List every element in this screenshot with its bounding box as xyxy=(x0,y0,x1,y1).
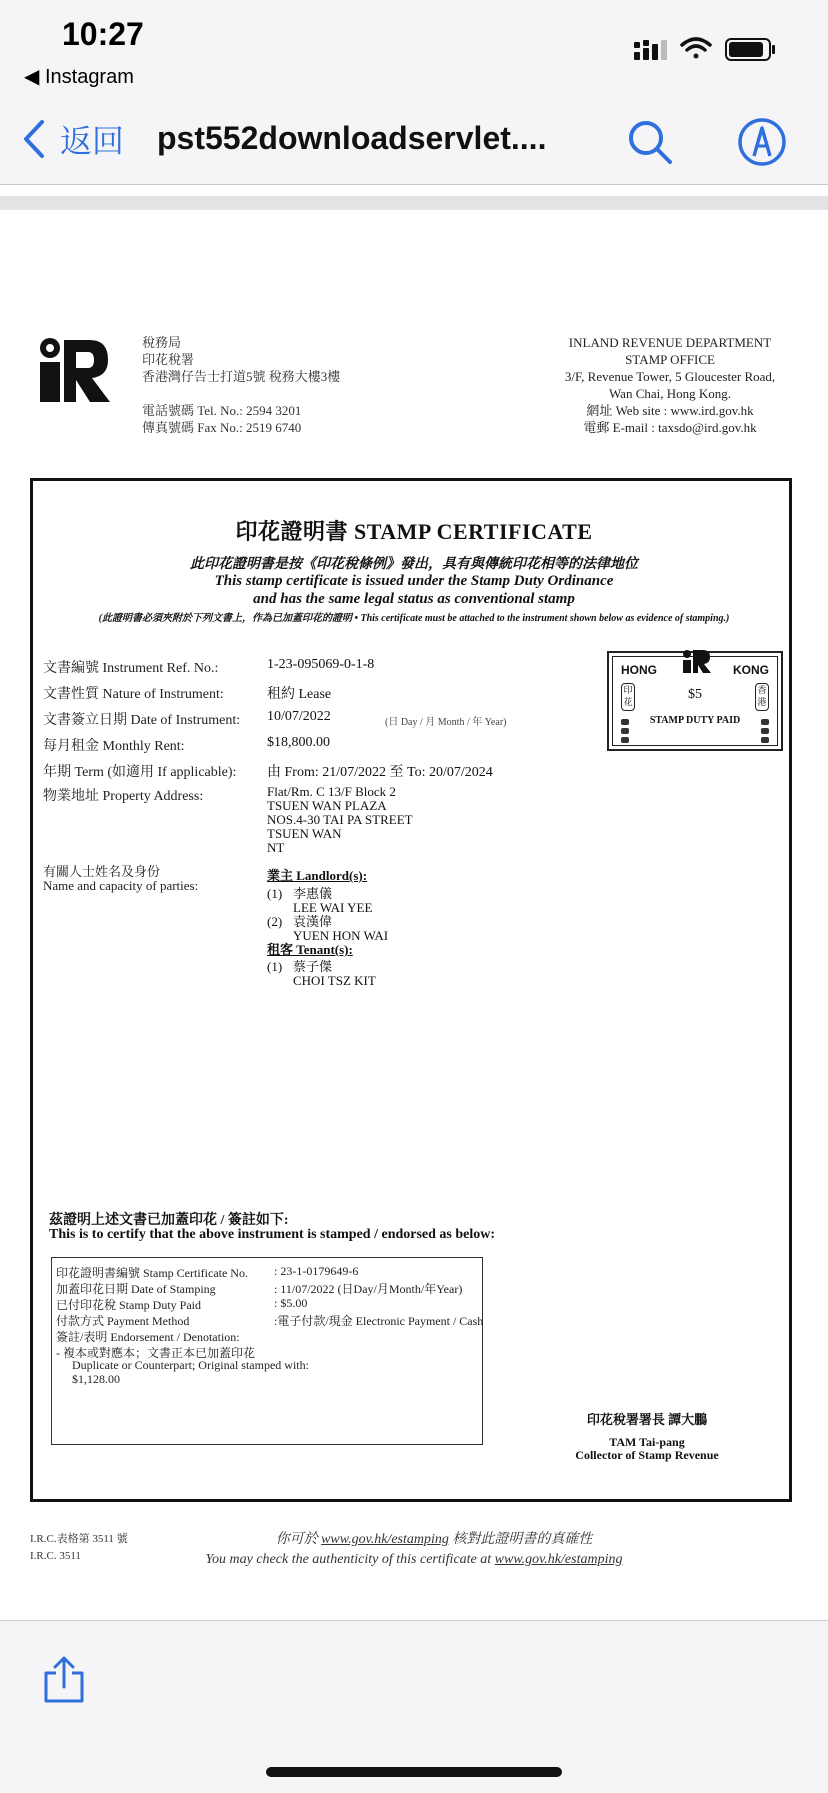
landlord-name-zh: 李惠儀 xyxy=(293,886,333,901)
landlord-item xyxy=(267,887,388,915)
back-button[interactable] xyxy=(22,114,124,164)
wifi-icon xyxy=(682,39,710,59)
term-label: 年期 Term (如適用 If applicable): xyxy=(43,765,237,780)
address-line-5: NT xyxy=(267,840,285,855)
certify-statement-en: This is to certify that the above instrument is stamped / endorsed as below: xyxy=(49,1227,496,1242)
ref-label: 文書編號 Instrument Ref. No.: xyxy=(43,661,219,676)
payment-method-label: 付款方式 Payment Method xyxy=(56,1314,190,1328)
landlord-heading: 業主 Landlord(s): xyxy=(267,868,368,883)
stamping-date-label: 加蓋印花日期 Date of Stamping xyxy=(56,1282,216,1296)
certificate-frame xyxy=(30,478,792,1502)
header-left-line-2: 印花稅署 xyxy=(142,352,195,367)
date-label: 文書簽立日期 Date of Instrument: xyxy=(43,713,241,728)
cellular-signal-icon xyxy=(634,40,667,60)
header-left-line-1: 稅務局 xyxy=(142,335,182,350)
stamp-amount: $5 xyxy=(688,687,702,702)
ird-logo-icon xyxy=(34,336,110,404)
header-left-line-3: 香港灣仔告士打道5號 稅務大樓3樓 xyxy=(142,369,341,384)
header-fax: 傳真號碼 Fax No.: 2519 6740 xyxy=(142,420,302,435)
date-value: 10/07/2022 xyxy=(267,709,331,724)
landlord-name-en: LEE WAI YEE xyxy=(293,900,373,915)
cert-no-value: : 23-1-0179649-6 xyxy=(274,1264,359,1278)
rent-label: 每月租金 Monthly Rent: xyxy=(43,739,185,754)
header-website: 網址 Web site : www.ird.gov.hk xyxy=(586,403,754,418)
header-right xyxy=(520,334,820,436)
document-page xyxy=(0,210,828,1620)
landlord-num: (1) xyxy=(267,886,283,901)
search-icon[interactable] xyxy=(624,116,676,168)
cert-no-label: 印花證明書編號 Stamp Certificate No. xyxy=(56,1266,248,1280)
verify-line-zh xyxy=(40,1528,828,1548)
certificate-subtitle-en-2: and has the same legal status as conventional stamp xyxy=(253,591,575,607)
address-label: 物業地址 Property Address: xyxy=(43,789,204,804)
certificate-subtitle-zh: 此印花證明書是按《印花稅條例》發出，具有與傳統印花相等的法律地位 xyxy=(190,557,638,572)
landlord-name-zh: 袁漢偉 xyxy=(293,914,333,929)
stamp-ird-logo-icon xyxy=(681,649,711,673)
verify-zh-post: 核對此證明書的真確性 xyxy=(448,1532,593,1547)
parties-label xyxy=(43,865,198,893)
back-label: 返回 xyxy=(60,123,125,159)
address-line-3: NOS.4-30 TAI PA STREET xyxy=(267,812,413,827)
certificate-subtitle-en-1: This stamp certificate is issued under the Stamp Duty Ordinance xyxy=(214,573,614,589)
tenant-names xyxy=(293,960,376,988)
header-left xyxy=(142,334,340,436)
footer-verify xyxy=(0,1528,828,1568)
status-time: 10:27 xyxy=(62,16,144,52)
endorsement-line-1: - 複本或對應本；文書正本已加蓋印花 xyxy=(56,1346,255,1360)
landlord-names xyxy=(293,915,388,943)
ref-value: 1-23-095069-0-1-8 xyxy=(267,657,375,672)
parties-label-zh: 有關人士姓名及身份 xyxy=(43,864,161,879)
stamp-right-vertical: 香港 xyxy=(755,683,769,711)
document-title: pst552downloadservlet.... xyxy=(157,120,547,156)
verify-line-en xyxy=(0,1552,828,1568)
landlord-num: (2) xyxy=(267,914,283,929)
verify-link-en[interactable]: www.gov.hk/estamping xyxy=(494,1552,623,1567)
verify-zh-pre: 你可於 xyxy=(275,1532,322,1547)
certificate-note: (此證明書必須夾附於下列文書上，作為已加蓋印花的證明 • This certificate must be attached to the instrument shown below as evidence of stamping.) xyxy=(98,613,730,624)
address-block xyxy=(267,785,413,855)
collector-name: TAM Tai-pang xyxy=(609,1435,685,1449)
back-to-app-link[interactable] xyxy=(24,64,134,89)
collector-zh: 印花稅署署長 譚大鵬 xyxy=(586,1412,708,1427)
viewer-separator xyxy=(0,196,828,210)
status-icons xyxy=(614,34,794,64)
nav-bar xyxy=(0,96,828,185)
header-right-line-3: 3/F, Revenue Tower, 5 Gloucester Road, xyxy=(564,369,776,384)
header-right-line-4: Wan Chai, Hong Kong. xyxy=(608,386,732,401)
verify-link-zh[interactable]: www.gov.hk/estamping xyxy=(321,1532,449,1547)
landlord-item xyxy=(267,915,388,943)
back-triangle-icon: ◀ xyxy=(24,66,40,88)
nature-label: 文書性質 Nature of Instrument: xyxy=(43,687,224,702)
tenant-item xyxy=(267,960,388,988)
landlord-name-en: YUEN HON WAI xyxy=(293,928,389,943)
address-line-1: Flat/Rm. C 13/F Block 2 xyxy=(267,784,396,799)
stamp-left-vertical: 印花 xyxy=(621,683,635,711)
stamp-paid-label: STAMP DUTY PAID xyxy=(649,715,741,726)
landlord-names xyxy=(293,887,372,915)
footer-form-en: I.R.C. 3511 xyxy=(30,1550,81,1562)
tenant-name-en: CHOI TSZ KIT xyxy=(293,973,376,988)
stamp-duty-paid-box xyxy=(607,651,783,751)
stamp-left-ornament-icon xyxy=(619,717,631,745)
footer-form-zh: I.R.C.表格第 3511 號 xyxy=(30,1533,128,1545)
collector-title: Collector of Stamp Revenue xyxy=(575,1448,719,1462)
date-format-hint: (日 Day / 月 Month / 年 Year) xyxy=(385,717,507,728)
header-email: 電郵 E-mail : taxsdo@ird.gov.hk xyxy=(583,420,757,435)
certify-statement-zh: 茲證明上述文書已加蓋印花 / 簽註如下: xyxy=(49,1213,289,1228)
header-tel: 電話號碼 Tel. No.: 2594 3201 xyxy=(142,403,302,418)
collector-signature xyxy=(507,1409,787,1462)
payment-method-value: :電子付款/現金 Electronic Payment / Cash xyxy=(274,1314,484,1328)
stamp-details-box xyxy=(51,1257,483,1445)
header-right-line-1: INLAND REVENUE DEPARTMENT xyxy=(568,335,772,350)
header-right-line-2: STAMP OFFICE xyxy=(625,352,715,367)
term-value: 由 From: 21/07/2022 至 To: 20/07/2024 xyxy=(267,765,493,780)
verify-en-pre: You may check the authenticity of this certificate at xyxy=(205,1552,495,1567)
stamping-date-value: : 11/07/2022 (日Day/月Month/年Year) xyxy=(274,1282,463,1296)
chevron-left-icon xyxy=(22,119,46,159)
nature-value: 租約 Lease xyxy=(267,687,332,702)
tenant-name-zh: 蔡子傑 xyxy=(293,959,333,974)
stamp-kong: KONG xyxy=(733,663,769,677)
duty-paid-value: : $5.00 xyxy=(274,1296,308,1310)
certificate-title: 印花證明書 STAMP CERTIFICATE xyxy=(235,519,593,544)
home-indicator[interactable] xyxy=(266,1767,562,1777)
status-bar xyxy=(0,0,828,96)
rent-value: $18,800.00 xyxy=(267,735,330,750)
parties-block xyxy=(267,869,388,988)
stamp-right-ornament-icon xyxy=(759,717,771,745)
tenant-heading: 租客 Tenant(s): xyxy=(267,942,353,957)
endorsement-line-2: Duplicate or Counterpart; Original stamped with: xyxy=(72,1358,309,1372)
parties-label-en: Name and capacity of parties: xyxy=(43,878,199,893)
back-app-label: Instagram xyxy=(44,66,134,88)
markup-pen-icon[interactable] xyxy=(736,116,788,168)
address-line-4: TSUEN WAN xyxy=(267,826,342,841)
tenant-num: (1) xyxy=(267,959,283,974)
endorsement-line-3: $1,128.00 xyxy=(72,1372,120,1386)
battery-icon xyxy=(726,39,775,60)
stamp-hong: HONG xyxy=(621,663,657,677)
endorsement-label: 簽註/表明 Endorsement / Denotation: xyxy=(56,1330,240,1344)
address-line-2: TSUEN WAN PLAZA xyxy=(267,798,387,813)
share-icon[interactable] xyxy=(40,1655,88,1705)
duty-paid-label: 已付印花稅 Stamp Duty Paid xyxy=(56,1298,202,1312)
